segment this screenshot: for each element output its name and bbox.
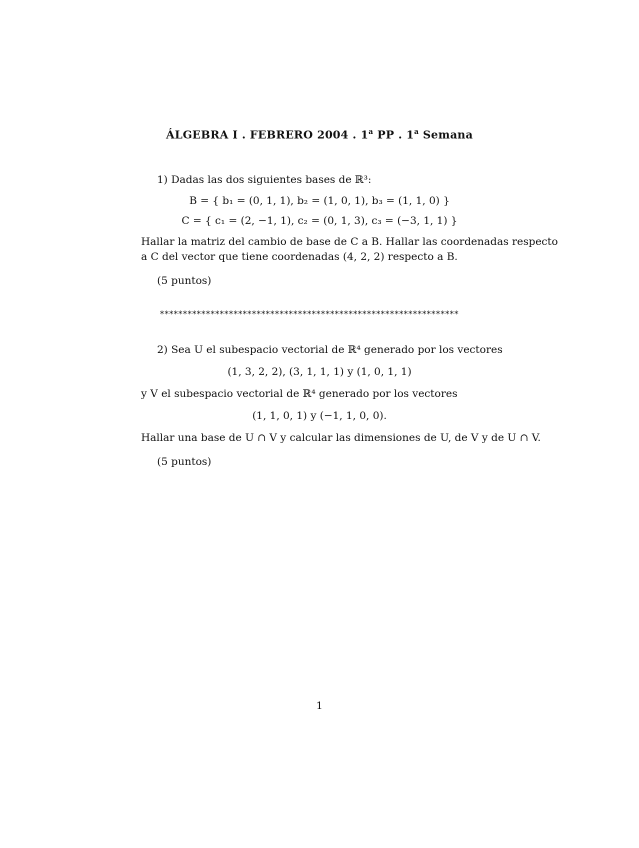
- basis-c: C = { c₁ = (2, −1, 1), c₂ = (0, 1, 3), c₃ = (−3, 1, 1) }: [181, 215, 458, 227]
- problem2-line-v: y V el subespacio vectorial de ℝ⁴ generado por los vectores: [141, 388, 458, 400]
- title-text: ÁLGEBRA I . FEBRERO 2004 . 1: [166, 128, 369, 142]
- separator-line: *****************************************************************: [160, 310, 459, 319]
- vectors-u: (1, 3, 2, 2), (3, 1, 1, 1) y (1, 0, 1, 1): [227, 366, 412, 378]
- vectors-v: (1, 1, 0, 1) y (−1, 1, 0, 0).: [252, 410, 387, 422]
- problem1-points: (5 puntos): [157, 275, 212, 287]
- problem1-task-line1: Hallar la matriz del cambio de base de C a B. Hallar las coordenadas respecto: [141, 236, 558, 248]
- page-number: 1: [316, 700, 323, 712]
- exam-title: [0, 125, 639, 142]
- title-ordinal-1: a: [368, 127, 374, 136]
- basis-b: B = { b₁ = (0, 1, 1), b₂ = (1, 0, 1), b₃ = (1, 1, 0) }: [189, 195, 450, 207]
- problem2-intro: 2) Sea U el subespacio vectorial de ℝ⁴ generado por los vectores: [157, 344, 503, 356]
- problem2-points: (5 puntos): [157, 456, 212, 468]
- title-pp-text: PP . 1: [373, 128, 415, 142]
- title-ordinal-2: a: [414, 127, 419, 136]
- problem1-intro: 1) Dadas las dos siguientes bases de ℝ³:: [157, 174, 372, 186]
- problem2-task: Hallar una base de U ∩ V y calcular las dimensiones de U, de V y de U ∩ V.: [141, 432, 541, 444]
- title-semana-text: Semana: [418, 128, 473, 142]
- problem1-task-line2: a C del vector que tiene coordenadas (4, 2, 2) respecto a B.: [141, 251, 458, 263]
